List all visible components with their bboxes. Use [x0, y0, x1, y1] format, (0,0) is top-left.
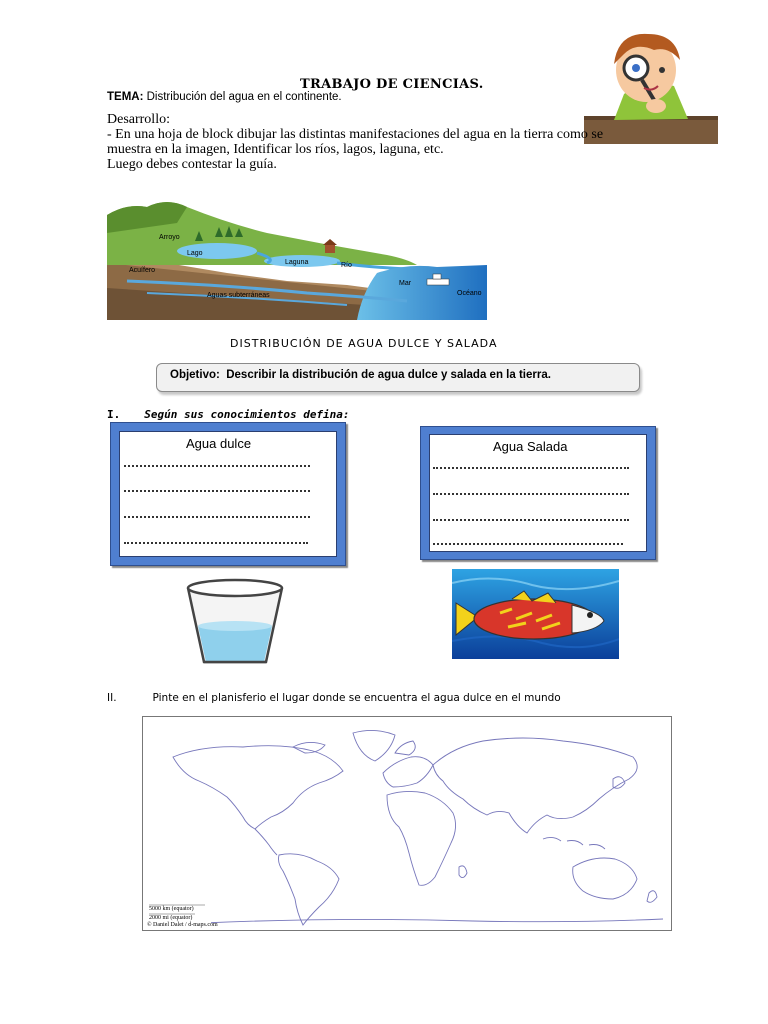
section-1-text: Según sus conocimientos defina: — [144, 408, 350, 421]
desarrollo-heading: Desarrollo: — [107, 112, 170, 127]
tema-text: Distribución del agua en el continente. — [146, 91, 342, 103]
section-2-text: Pinte en el planisferio el lugar donde se encuentra el agua dulce en el mundo — [152, 692, 561, 704]
tema-label: TEMA: — [107, 91, 144, 103]
agua-dulce-answer-line-3[interactable] — [124, 516, 310, 518]
agua-salada-answer-line-2[interactable] — [433, 493, 629, 495]
map-scale-mi: 2000 mi (equator) — [149, 915, 193, 921]
label-aguas-subterraneas: Aguas subterráneas — [207, 292, 270, 299]
label-laguna: Laguna — [285, 259, 309, 266]
fish-in-sea-image — [452, 569, 619, 659]
section-1-heading — [107, 408, 350, 421]
objective-line — [170, 369, 551, 381]
agua-dulce-answer-line-2[interactable] — [124, 490, 310, 492]
label-oceano: Océano — [457, 290, 482, 297]
agua-salada-title: Agua Salada — [493, 439, 568, 454]
label-rio: Río — [341, 262, 352, 269]
agua-dulce-title: Agua dulce — [186, 436, 252, 451]
world-map-outline[interactable] — [143, 717, 669, 928]
agua-salada-box — [420, 426, 656, 560]
section-1-number: I. — [107, 408, 121, 421]
agua-dulce-inner — [119, 431, 337, 557]
worksheet-title: TRABAJO DE CIENCIAS. — [300, 77, 484, 92]
label-lago: Lago — [187, 250, 203, 257]
agua-dulce-box — [110, 422, 346, 566]
label-acuifero: Acuífero — [129, 267, 156, 274]
desarrollo-line-1: - En una hoja de block dibujar las distintas manifestaciones del agua en la tierra como se — [107, 127, 604, 142]
desarrollo-line-3: Luego debes contestar la guía. — [107, 157, 277, 172]
label-mar: Mar — [399, 280, 412, 287]
section-title: DISTRIBUCIÓN DE AGUA DULCE Y SALADA — [230, 337, 498, 350]
agua-salada-answer-line-3[interactable] — [433, 519, 629, 521]
desarrollo-block — [107, 112, 667, 172]
objective-label: Objetivo: — [170, 369, 220, 381]
map-credit: © Daniel Dalet / d-maps.com — [147, 922, 218, 928]
map-scale-km: 5000 km (equator) — [149, 906, 194, 912]
agua-dulce-answer-line-4[interactable] — [124, 542, 308, 544]
water-landscape-diagram — [107, 193, 487, 320]
agua-salada-answer-line-1[interactable] — [433, 467, 629, 469]
glass-of-water-image — [182, 578, 288, 668]
agua-salada-inner — [429, 434, 647, 552]
agua-dulce-answer-line-1[interactable] — [124, 465, 310, 467]
objective-text: Describir la distribución de agua dulce y salada en la tierra. — [226, 369, 551, 381]
section-2-number: II. — [107, 692, 117, 704]
label-arroyo: Arroyo — [159, 234, 180, 241]
section-2-heading — [107, 692, 561, 704]
desarrollo-line-2: muestra en la imagen, Identificar los ríos, lagos, laguna, etc. — [107, 142, 444, 157]
tema-line — [107, 91, 342, 103]
agua-salada-answer-line-4[interactable] — [433, 543, 623, 545]
